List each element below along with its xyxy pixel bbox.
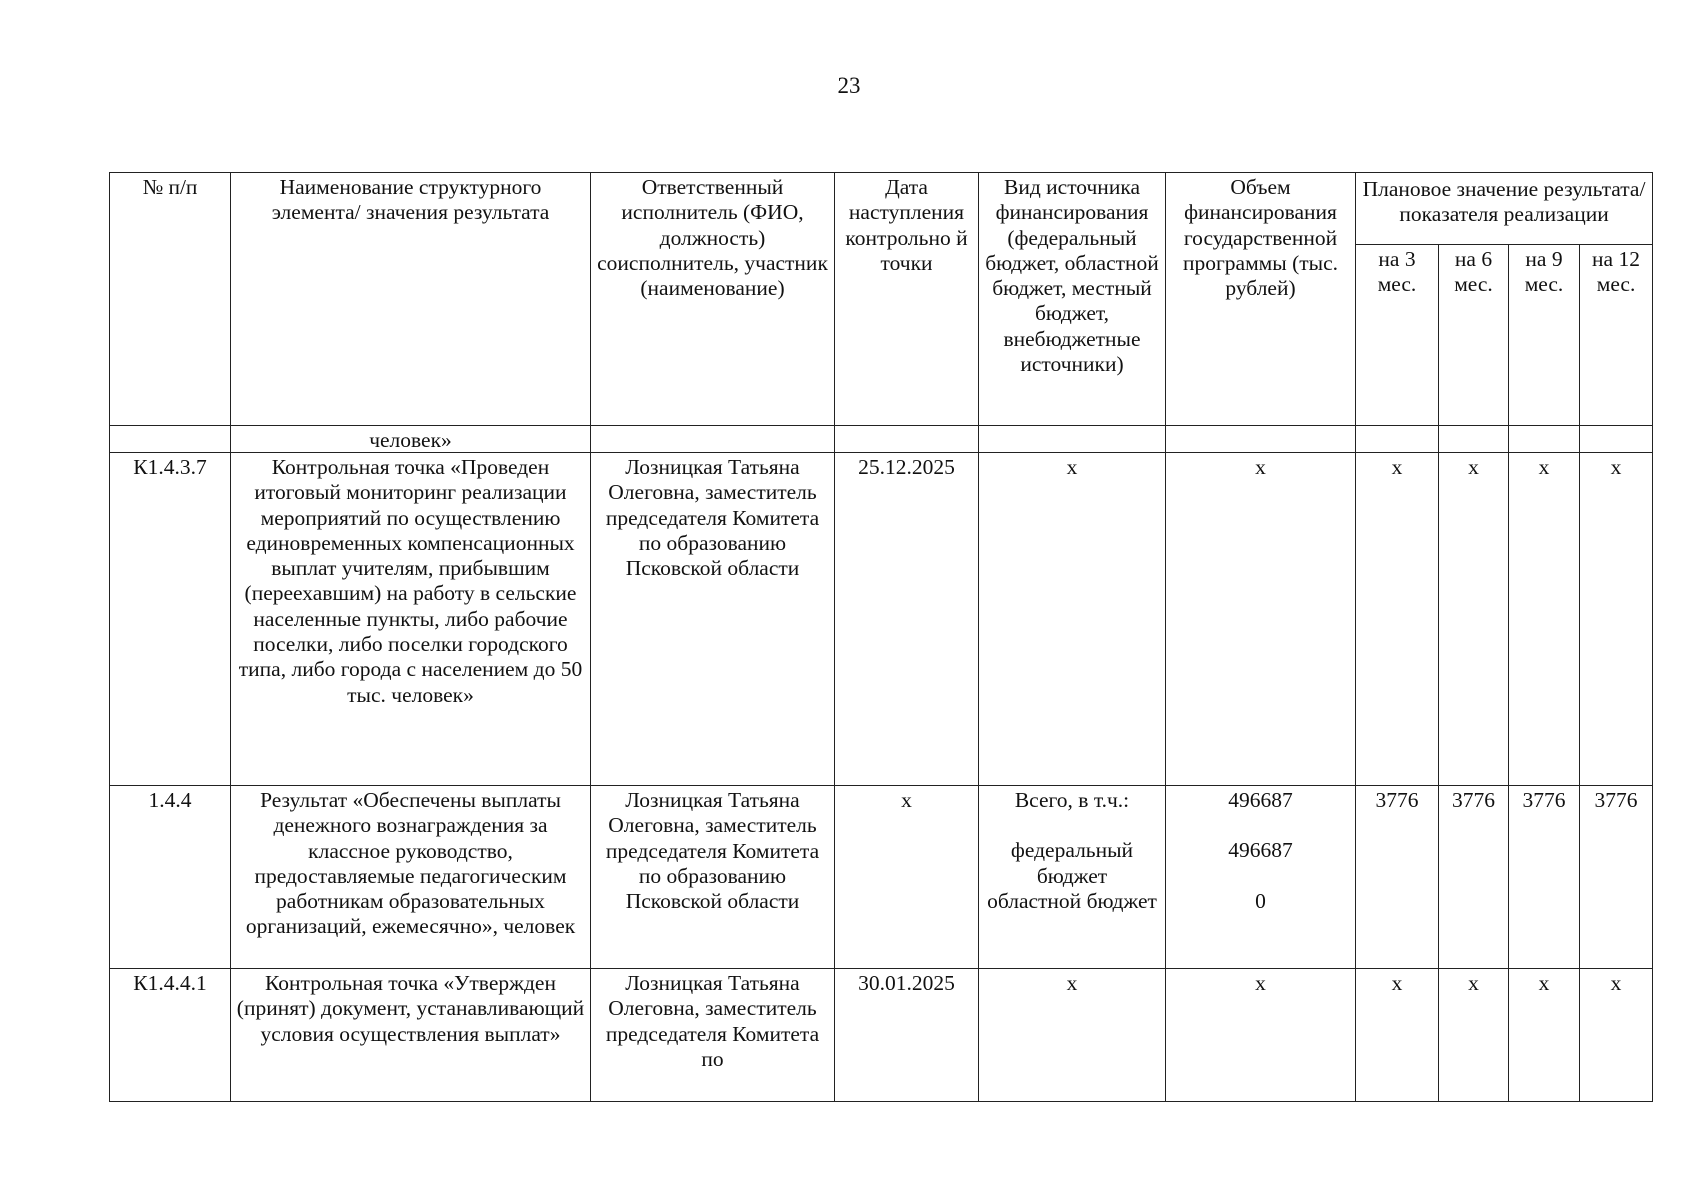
cell-name: Контрольная точка «Проведен итоговый мониторинг реализации мероприятий по осуществлению единовременных компенсационных выплат учителям, прибывшим (переехавшим) на работу в сельские населенные пункты, либо рабочие поселки, либо поселки городского типа, либо города с населением до 50 тыс. человек» <box>231 453 591 786</box>
cell-num: К1.4.4.1 <box>110 969 231 1102</box>
header-planned-value: Плановое значение результата/показателя реализации <box>1356 173 1653 245</box>
spacer <box>984 813 1160 838</box>
cell-volume: х <box>1166 453 1356 786</box>
header-responsible: Ответственный исполнитель (ФИО, должность) соисполнитель, участник (наименование) <box>591 173 835 426</box>
control-points-table <box>109 172 1653 1102</box>
header-month-6: на 6 мес. <box>1439 245 1509 426</box>
cell-month-6: х <box>1439 969 1509 1102</box>
cell-name: человек» <box>231 426 591 453</box>
cell-responsible: Лозницкая Татьяна Олеговна, заместитель председателя Комитета по <box>591 969 835 1102</box>
volume-federal: 496687 <box>1228 838 1293 863</box>
header-volume: Объем финансирования государственной программы (тыс. рублей) <box>1166 173 1356 426</box>
header-row <box>110 173 1653 245</box>
cell-responsible: Лозницкая Татьяна Олеговна, заместитель председателя Комитета по образованию Псковской области <box>591 453 835 786</box>
cell-month-6: 3776 <box>1439 786 1509 969</box>
cell-month-3: х <box>1356 453 1439 786</box>
cell-volume: х <box>1166 969 1356 1102</box>
cell-month-9 <box>1509 426 1580 453</box>
cell-month-3 <box>1356 426 1439 453</box>
cell-num: К1.4.3.7 <box>110 453 231 786</box>
cell-date: х <box>835 786 979 969</box>
cell-month-12: 3776 <box>1580 786 1653 969</box>
continuation-row <box>110 426 1653 453</box>
cell-month-9: 3776 <box>1509 786 1580 969</box>
volume-regional: 0 <box>1255 888 1266 913</box>
cell-source <box>979 426 1166 453</box>
cell-month-6 <box>1439 426 1509 453</box>
cell-date <box>835 426 979 453</box>
spacer <box>1171 864 1350 889</box>
cell-name: Результат «Обеспечены выплаты денежного вознаграждения за классное руководство, предоставляемые педагогическим работникам образовательных организаций, ежемесячно», человек <box>231 786 591 969</box>
cell-month-3: х <box>1356 969 1439 1102</box>
table-row <box>110 969 1653 1102</box>
cell-source: х <box>979 453 1166 786</box>
cell-source <box>979 786 1166 969</box>
cell-num: 1.4.4 <box>110 786 231 969</box>
header-date: Дата наступления контрольно й точки <box>835 173 979 426</box>
header-source: Вид источника финансирования (федеральный бюджет, областной бюджет, местный бюджет, внебюджетные источники) <box>979 173 1166 426</box>
header-num: № п/п <box>110 173 231 426</box>
cell-name: Контрольная точка «Утвержден (принят) документ, устанавливающий условия осуществления выплат» <box>231 969 591 1102</box>
volume-total: 496687 <box>1228 788 1293 812</box>
cell-volume <box>1166 426 1356 453</box>
cell-month-12: х <box>1580 453 1653 786</box>
cell-date: 25.12.2025 <box>835 453 979 786</box>
cell-month-6: х <box>1439 453 1509 786</box>
page-number: 23 <box>837 73 861 98</box>
source-regional: областной бюджет <box>987 888 1157 913</box>
header-month-3: на 3 мес. <box>1356 245 1439 426</box>
spacer <box>1171 813 1350 838</box>
table-row <box>110 786 1653 969</box>
cell-month-12 <box>1580 426 1653 453</box>
cell-num <box>110 426 231 453</box>
cell-responsible: Лозницкая Татьяна Олеговна, заместитель председателя Комитета по образованию Псковской области <box>591 786 835 969</box>
source-total: Всего, в т.ч.: <box>1014 788 1130 812</box>
cell-responsible <box>591 426 835 453</box>
header-month-9: на 9 мес. <box>1509 245 1580 426</box>
cell-month-12: х <box>1580 969 1653 1102</box>
cell-source: х <box>979 969 1166 1102</box>
header-name: Наименование структурного элемента/ значения результата <box>231 173 591 426</box>
header-month-12: на 12 мес. <box>1580 245 1653 426</box>
cell-date: 30.01.2025 <box>835 969 979 1102</box>
source-federal: федеральный бюджет <box>1010 838 1134 888</box>
cell-month-3: 3776 <box>1356 786 1439 969</box>
cell-month-9: х <box>1509 969 1580 1102</box>
cell-month-9: х <box>1509 453 1580 786</box>
table-row <box>110 453 1653 786</box>
cell-volume <box>1166 786 1356 969</box>
